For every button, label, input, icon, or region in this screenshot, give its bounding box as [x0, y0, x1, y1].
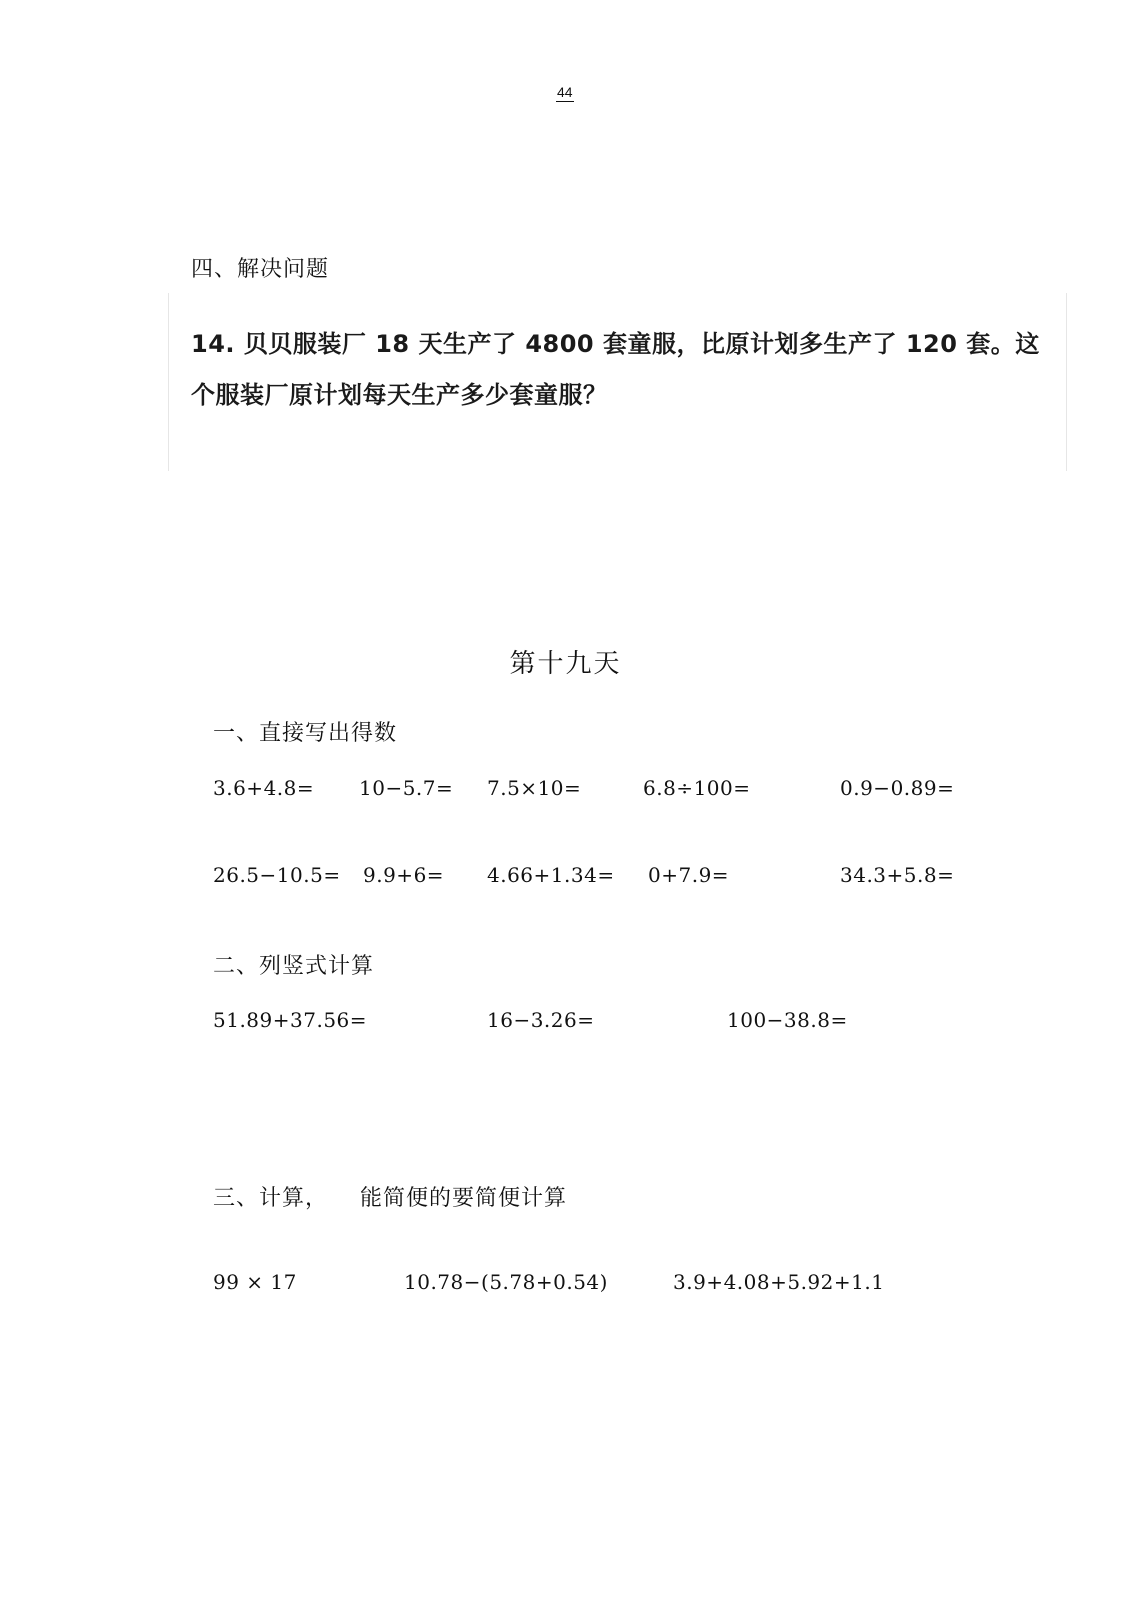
section-four-heading: 四、解决问题	[191, 257, 330, 282]
part-three-heading: 三、计算， 能简便的要简便计算	[213, 1186, 567, 1211]
mental-math-item: 9.9+6=	[363, 863, 445, 887]
vertical-calc-item: 16−3.26=	[487, 1008, 595, 1032]
day-title: 第十九天	[509, 649, 622, 679]
mental-math-item: 4.66+1.34=	[487, 863, 615, 887]
simplify-calc-item: 99 × 17	[213, 1270, 297, 1294]
page-number: 44	[557, 84, 573, 100]
simplify-calc-item: 10.78−(5.78+0.54)	[404, 1270, 608, 1294]
simplify-calc-item: 3.9+4.08+5.92+1.1	[673, 1270, 885, 1294]
mental-math-item: 7.5×10=	[487, 776, 582, 800]
mental-math-item: 10−5.7=	[359, 776, 454, 800]
mental-math-item: 3.6+4.8=	[213, 776, 315, 800]
part-two-heading: 二、列竖式计算	[213, 954, 375, 979]
mental-math-item: 26.5−10.5=	[213, 863, 341, 887]
mental-math-item: 0.9−0.89=	[840, 776, 955, 800]
mental-math-item: 34.3+5.8=	[840, 863, 955, 887]
word-problem-14: 14. 贝贝服装厂 18 天生产了 4800 套童服，比原计划多生产了 120 套。这个服装厂原计划每天生产多少套童服？	[191, 330, 1040, 409]
part-one-heading: 一、直接写出得数	[213, 721, 398, 746]
vertical-calc-item: 100−38.8=	[727, 1008, 848, 1032]
mental-math-item: 0+7.9=	[648, 863, 730, 887]
mental-math-item: 6.8÷100=	[643, 776, 751, 800]
vertical-calc-item: 51.89+37.56=	[213, 1008, 368, 1032]
problem-box	[168, 293, 1067, 471]
